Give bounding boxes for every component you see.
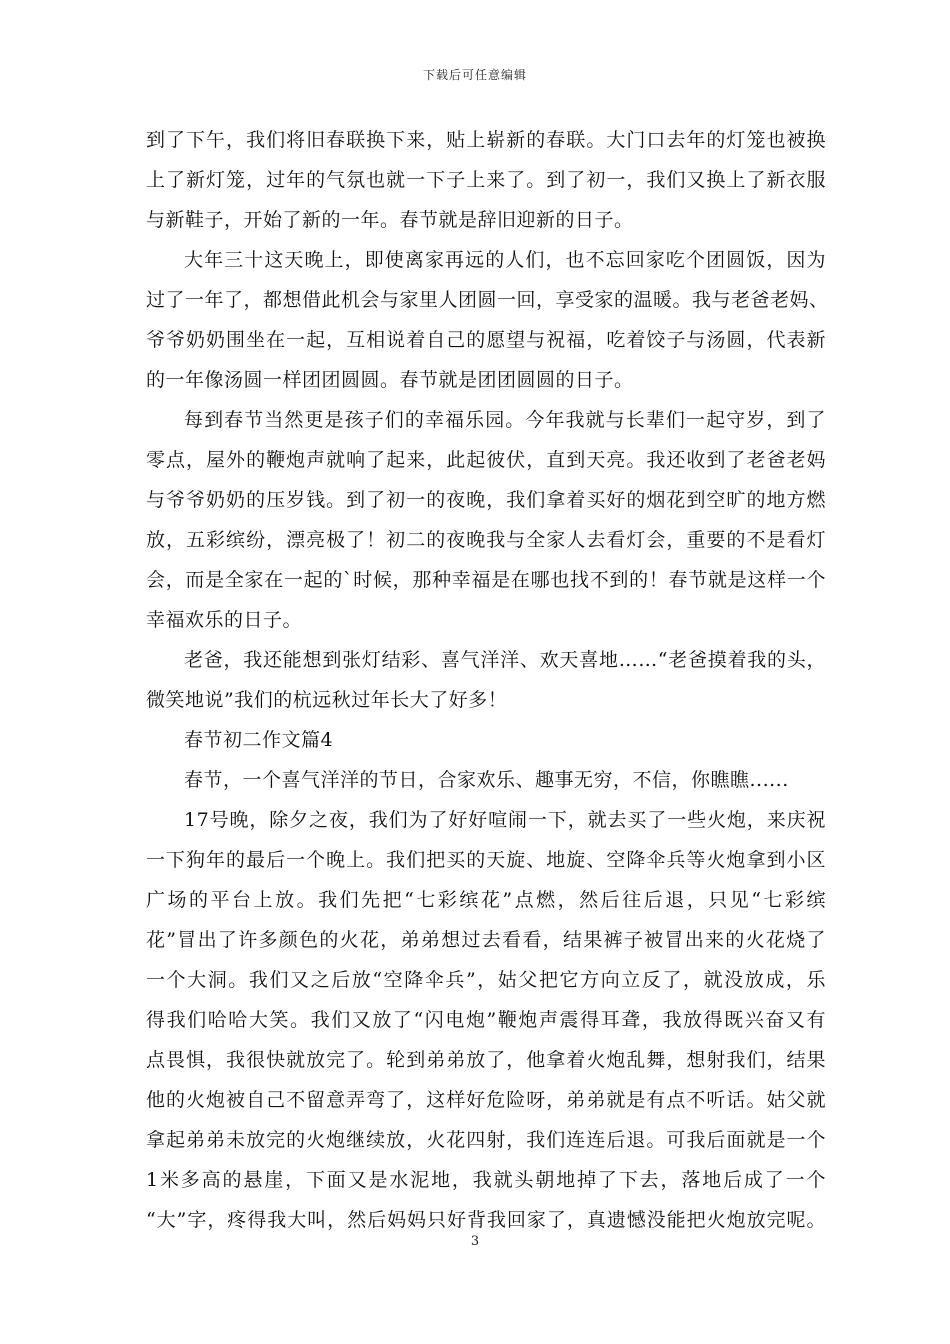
document-body [146,120,829,1240]
text-line: 会，而是全家在一起的`时候，那种幸福是在哪也找不到的！春节就是这样一个 [146,569,826,591]
text-line: 点畏惧，我很快就放完了。轮到弟弟放了，他拿着火炮乱舞，想射我们，结果 [146,1049,826,1071]
paragraph-first-line: 每到春节当然更是孩子们的幸福乐园。今年我就与长辈们一起守岁，到了 [184,409,826,431]
text-line: 一下狗年的最后一个晚上。我们把买的天旋、地旋、空降伞兵等火炮拿到小区 [146,849,826,871]
paragraph-first-line: 大年三十这天晚上，即使离家再远的人们，也不忘回家吃个团圆饭，因为 [184,249,826,271]
text-line: 1米多高的悬崖，下面又是水泥地，我就头朝地掉了下去，落地后成了一个 [146,1169,826,1191]
section-heading: 春节初二作文篇4 [184,729,334,751]
text-line: 微笑地说”我们的杭远秋过年长大了好多！ [146,689,508,711]
text-line: 与爷爷奶奶的压岁钱。到了初一的夜晚，我们拿着买好的烟花到空旷的地方燃 [146,489,826,511]
text-line: 爷爷奶奶围坐在一起，互相说着自己的愿望与祝福，吃着饺子与汤圆，代表新 [146,329,826,351]
text-line: 的一年像汤圆一样团团圆圆。春节就是团团圆圆的日子。 [146,369,634,391]
text-line: 拿起弟弟未放完的火炮继续放，火花四射，我们连连后退。可我后面就是一个 [146,1129,826,1151]
text-line: 一个大洞。我们又之后放“空降伞兵”，姑父把它方向立反了，就没放成，乐 [146,969,826,991]
page-header: 下载后可任意编辑 [422,68,527,82]
text-line: 到了下午，我们将旧春联换下来，贴上崭新的春联。大门口去年的灯笼也被换 [146,129,826,151]
text-line: 上了新灯笼，过年的气氛也就一下子上来了。到了初一，我们又换上了新衣服 [146,169,826,191]
paragraph-first-line: 春节，一个喜气洋洋的节日，合家欢乐、趣事无穷，不信，你瞧瞧...... [184,769,789,791]
text-line: 得我们哈哈大笑。我们又放了“闪电炮”鞭炮声震得耳聋，我放得既兴奋又有 [146,1009,826,1031]
paragraph-first-line: 老爸，我还能想到张灯结彩、喜气洋洋、欢天喜地……“老爸摸着我的头， [184,649,826,671]
text-line: 他的火炮被自己不留意弄弯了，这样好危险呀，弟弟就是有点不听话。姑父就 [146,1089,826,1111]
text-line: 幸福欢乐的日子。 [146,609,303,631]
page-number: 3 [470,1234,480,1249]
text-line: 零点，屋外的鞭炮声就响了起来，此起彼伏，直到天亮。我还收到了老爸老妈 [146,449,826,471]
text-line: 与新鞋子，开始了新的一年。春节就是辞旧迎新的日子。 [146,209,634,231]
text-line: “大”字，疼得我大叫，然后妈妈只好背我回家了，真遗憾没能把火炮放完呢。 [146,1209,826,1231]
paragraph-first-line: 17号晚，除夕之夜，我们为了好好喧闹一下，就去买了一些火炮，来庆祝 [184,809,826,831]
text-line: 过了一年了，都想借此机会与家里人团圆一回，享受家的温暖。我与老爸老妈、 [146,289,829,311]
text-line: 花”冒出了许多颜色的火花，弟弟想过去看看，结果裤子被冒出来的火花烧了 [146,929,826,951]
text-line: 放，五彩缤纷，漂亮极了！初二的夜晚我与全家人去看灯会，重要的不是看灯 [146,529,826,551]
text-line: 广场的平台上放。我们先把“七彩缤花”点燃，然后往后退，只见“七彩缤 [146,889,826,911]
